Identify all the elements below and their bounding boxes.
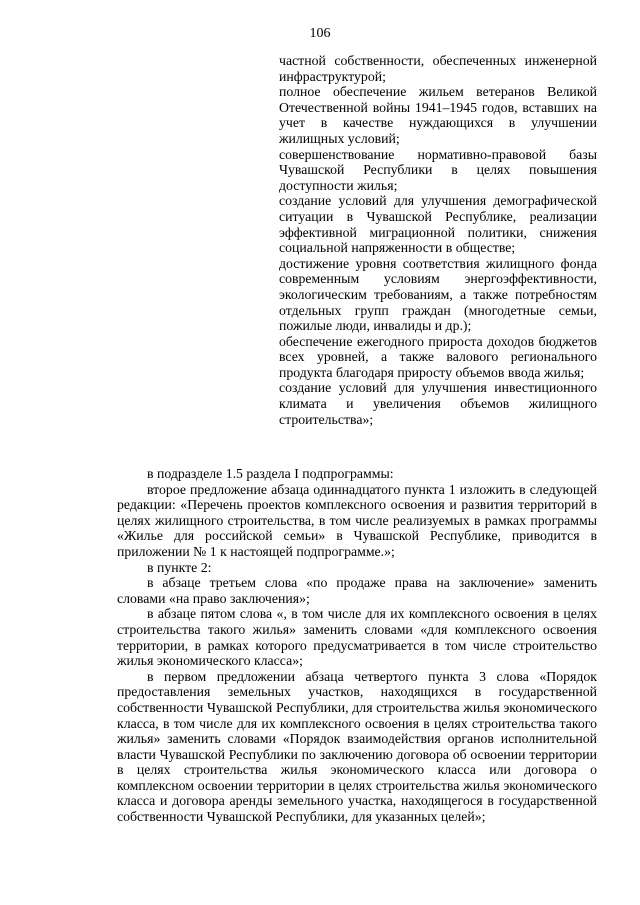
list-item: создание условий для улучшения инвестиционного климата и увеличения объемов жилищного строительства»; [279, 380, 597, 427]
list-item: полное обеспечение жильем ветеранов Великой Отечественной войны 1941–1945 годов, вставших на учет в качестве нуждающихся в улучшении жилищных условий; [279, 84, 597, 146]
list-item: обеспечение ежегодного прироста доходов бюджетов всех уровней, а также валового регионального продукта благодаря приросту объемов ввода жилья; [279, 333, 597, 380]
list-item: достижение уровня соответствия жилищного фонда современным условиям энергоэффективности, экологическим требованиям, а также потребностям отдельных групп граждан (многодетные семьи, пожилые люди, инвалиды и др.); [279, 255, 597, 334]
body-text [117, 466, 597, 825]
paragraph: в абзаце третьем слова «по продаже права на заключение» заменить словами «на право заключения»; [117, 575, 597, 606]
paragraph: в абзаце пятом слова «, в том числе для их комплексного освоения в целях строительства такого жилья» заменить словами «для комплексного освоения территории, в рамках которого предусматривается в том числе строительство жилья экономического класса»; [117, 606, 597, 669]
list-item: совершенствование нормативно-правовой базы Чувашской Республики в целях повышения доступности жилья; [279, 146, 597, 193]
list-item: частной собственности, обеспеченных инженерной инфраструктурой; [279, 53, 597, 84]
paragraph: в пункте 2: [147, 559, 212, 575]
page-number: 106 [309, 26, 331, 41]
paragraph: второе предложение абзаца одиннадцатого пункта 1 изложить в следующей редакции: «Перечень проектов комплексного освоения и развития территорий в целях жилищного строительства, в том числе реализуемых в рамках программы «Жилье для российской семьи» в Чувашской Республике, приводится в приложении № 1 к настоящей подпрограмме.»; [117, 481, 597, 559]
paragraph: в подразделе 1.5 раздела I подпрограммы: [147, 466, 394, 481]
paragraph: в первом предложении абзаца четвертого пункта 3 слова «Порядок предоставления земельных участков, находящихся в государственной собственности Чувашской Республики, для строительства жилья экономического класса, в том числе для их комплексного освоения в целях строительства такого жилья» заменить словами «Порядок взаимодействия органов исполнительной власти Чувашской Республики по заключению договора об освоении территории в целях строительства жилья экономического класса или договора о комплексном освоении территории в целях строительства жилья экономического класса и договора аренды земельного участка, находящегося в государственной собственности Чувашской Республики, для указанных целей»; [117, 668, 597, 825]
list-item: создание условий для улучшения демографической ситуации в Чувашской Республике, реализации эффективной миграционной политики, снижения социальной напряженности в обществе; [279, 193, 597, 256]
right-column-list [279, 53, 597, 427]
